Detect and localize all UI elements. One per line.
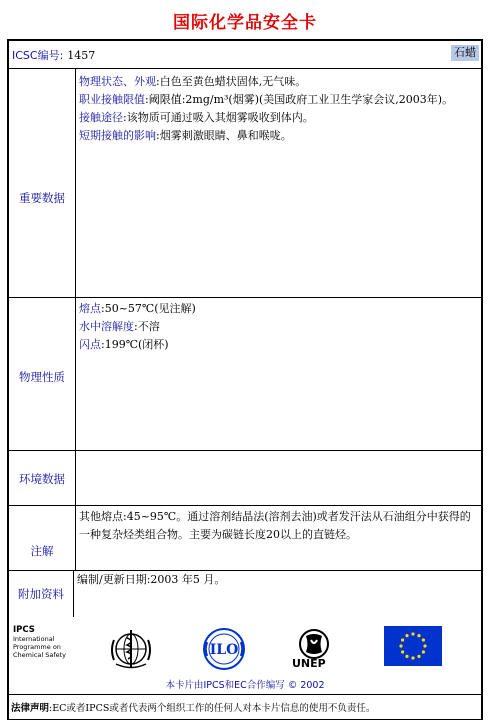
unep-logo-icon [289, 624, 339, 680]
section-label-environment: 环境数据 [19, 472, 65, 486]
legal-statement: 法律声明:EC或者IPCS或者代表两个组织工作的任何人对本卡片信息的使用不负责任。 [11, 703, 376, 714]
additional-content: 编制/更新日期:2003 年5 月。 [77, 573, 226, 586]
section-label-physical: 物理性质 [19, 370, 65, 384]
notes-content: 其他熔点:45~95℃。通过溶剂结晶法(溶剂去油)或者发汗法从石油组分中获得的一种复杂烃类组合物。主要为碳链长度20以上的直链烃。 [79, 510, 471, 541]
ilo-logo-icon [199, 624, 249, 674]
page-title: 国际化学品安全卡 [173, 13, 317, 33]
section-important [9, 69, 481, 298]
physical-content [79, 300, 475, 354]
important-content [79, 73, 475, 145]
icsc-number-label: ICSC编号: 1457 [12, 49, 96, 62]
who-logo-icon [106, 624, 156, 674]
unep-label: UNEP [292, 657, 326, 670]
item-melting-point: 熔点:50~57℃(见注解) [79, 302, 196, 315]
item-short-term-effects: 短期接触的影响:烟雾刺激眼睛、鼻和喉咙。 [79, 129, 292, 142]
legal-row [9, 695, 481, 719]
eu-flag-icon [384, 626, 442, 666]
icsc-number: 1457 [67, 49, 96, 62]
section-environment [9, 451, 481, 506]
section-label-notes: 注解 [30, 544, 54, 558]
section-additional-block [9, 570, 481, 619]
item-solubility: 水中溶解度:不溶 [79, 320, 160, 333]
item-exposure-limit: 职业接触限值:阈限值:2mg/m³(烟雾)(美国政府工业卫生学家会议,2003年)。 [79, 93, 454, 106]
footer-logos [9, 618, 481, 695]
ipcs-logo-text: IPCS International Programme on Chemical Safety [13, 625, 67, 659]
section-label-additional: 附加资料 [18, 587, 64, 601]
credit-line: 本卡片由IPCS和EC合作编写 © 2002 [165, 680, 325, 691]
item-physical-state: 物理状态、外观:白色至黄色蜡状固体,无气味。 [79, 75, 307, 88]
chemical-name-badge: 石蜡 [451, 45, 479, 61]
icsc-header-row [9, 41, 481, 69]
item-flash-point: 闪点:199℃(闭杯) [79, 338, 169, 351]
svg-text:ILO: ILO [209, 642, 239, 658]
item-exposure-route: 接触途径:该物质可通过吸入其烟雾吸收到体内。 [79, 111, 314, 124]
section-label-important: 重要数据 [19, 191, 65, 205]
section-physical [9, 298, 481, 451]
